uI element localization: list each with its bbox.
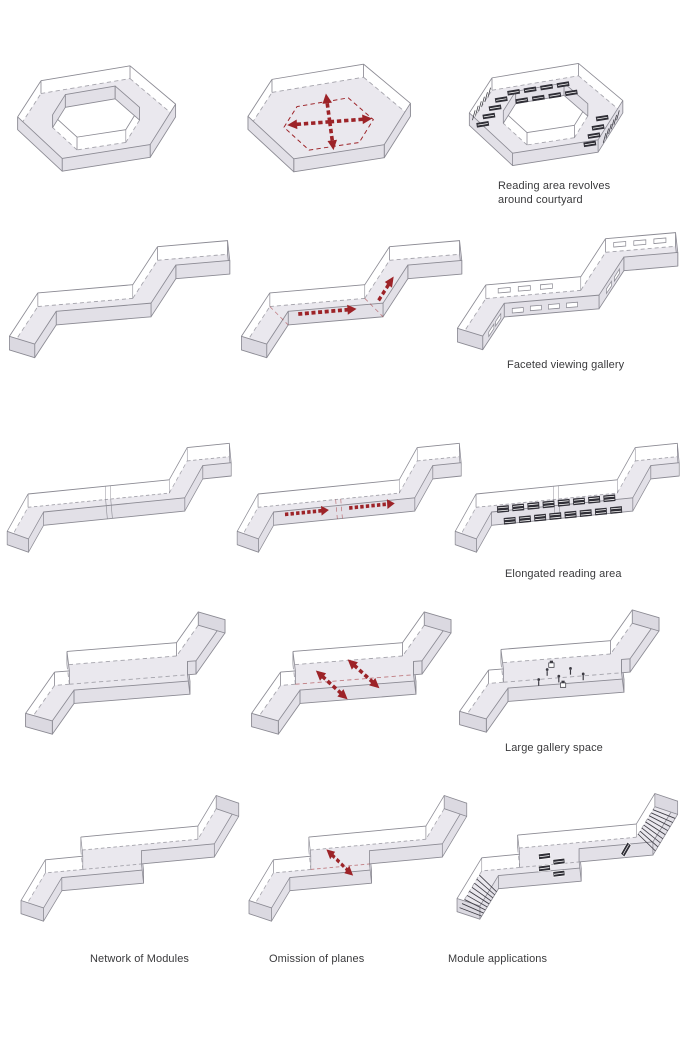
- diagram-wide-plane-omission: [248, 606, 460, 746]
- diagram-hexagon-reading-area: [458, 50, 664, 179]
- diagram-elongated-plane-omission: [236, 424, 464, 564]
- diagram-zigzag-module-base: [8, 222, 233, 372]
- column-label-omission: Omission of planes: [269, 953, 365, 965]
- diagram-network-of-modules: [18, 790, 243, 935]
- diagram-faceted-viewing-gallery: [456, 214, 681, 364]
- column-label-applications: Module applications: [448, 953, 548, 965]
- diagram-large-gallery-space: [456, 604, 668, 744]
- caption-viewing-gallery: Faceted viewing gallery: [507, 359, 625, 371]
- diagram-network-plane-omission: [246, 790, 471, 935]
- diagram-hexagon-courtyard-omission: [236, 50, 454, 186]
- caption-elongated-reading-area: Elongated reading area: [505, 568, 622, 580]
- diagram-module-applications: [454, 788, 682, 933]
- diagram-zigzag-plane-omission: [240, 222, 465, 372]
- diagram-elongated-reading-area: [454, 424, 682, 564]
- column-label-network: Network of Modules: [90, 953, 190, 965]
- caption-reading-area: Reading area revolves around courtyard: [498, 180, 611, 206]
- diagram-wide-module-base: [22, 606, 234, 746]
- diagram-elongated-module-base: [6, 424, 234, 564]
- diagram-hexagon-module-base: [6, 52, 218, 185]
- caption-large-gallery-space: Large gallery space: [505, 742, 603, 754]
